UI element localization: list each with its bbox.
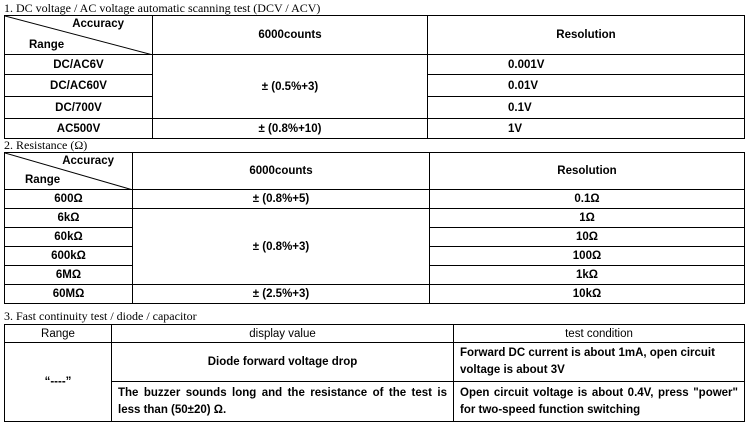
resolution-cell: 100Ω (430, 247, 745, 266)
range-value-cell: “----” (5, 343, 112, 422)
accuracy-cell: ± (2.5%+3) (133, 285, 430, 304)
resolution-cell: 0.001V (428, 55, 745, 75)
range-cell: DC/AC60V (5, 75, 153, 97)
resolution-cell: 1V (428, 119, 745, 139)
test-condition-cell: Forward DC current is about 1mA, open circuit voltage is about 3V (454, 343, 745, 382)
accuracy-cell: ± (0.8%+5) (133, 190, 430, 209)
table-row (5, 209, 745, 228)
display-value-cell: The buzzer sounds long and the resistance of the test is less than (50±20) Ω. (112, 382, 454, 422)
accuracy-header: Accuracy (72, 18, 124, 30)
range-header: Range (5, 325, 112, 343)
resolution-cell: 0.01V (428, 75, 745, 97)
resolution-header: Resolution (428, 16, 745, 55)
resolution-cell: 1kΩ (430, 266, 745, 285)
range-cell: DC/AC6V (5, 55, 153, 75)
resistance-table (4, 152, 745, 304)
range-accuracy-header (5, 153, 133, 190)
range-cell: DC/700V (5, 97, 153, 119)
range-cell: 60MΩ (5, 285, 133, 304)
resolution-cell: 10Ω (430, 228, 745, 247)
accuracy-cell: ± (0.5%+3) (153, 55, 428, 119)
table-row (5, 190, 745, 209)
counts-header: 6000counts (133, 153, 430, 190)
table-row (5, 382, 745, 422)
display-value-cell: Diode forward voltage drop (112, 343, 454, 382)
range-cell: 600kΩ (5, 247, 133, 266)
table-row (5, 119, 745, 139)
resolution-cell: 0.1V (428, 97, 745, 119)
dc-ac-voltage-table (4, 15, 745, 139)
table-row (5, 55, 745, 75)
section2-title: 2. Resistance (Ω) (4, 138, 88, 152)
section3-title: 3. Fast continuity test / diode / capacitor (4, 309, 197, 323)
section1-title: 1. DC voltage / AC voltage automatic scanning test (DCV / ACV) (4, 1, 321, 15)
resolution-cell: 0.1Ω (430, 190, 745, 209)
table-row (5, 285, 745, 304)
range-header: Range (25, 174, 61, 186)
accuracy-cell: ± (0.8%+10) (153, 119, 428, 139)
range-cell: AC500V (5, 119, 153, 139)
range-cell: 600Ω (5, 190, 133, 209)
display-value-header: display value (112, 325, 454, 343)
range-header: Range (29, 39, 65, 51)
range-accuracy-header (5, 16, 153, 55)
accuracy-cell: ± (0.8%+3) (133, 209, 430, 285)
resolution-header: Resolution (430, 153, 745, 190)
accuracy-header: Accuracy (62, 155, 114, 167)
counts-header: 6000counts (153, 16, 428, 55)
test-condition-cell: Open circuit voltage is about 0.4V, press "power" for two-speed function switching (454, 382, 745, 422)
table-row (5, 343, 745, 382)
resolution-cell: 10kΩ (430, 285, 745, 304)
continuity-diode-table (4, 324, 745, 422)
resolution-cell: 1Ω (430, 209, 745, 228)
test-condition-header: test condition (454, 325, 745, 343)
range-cell: 6kΩ (5, 209, 133, 228)
range-cell: 60kΩ (5, 228, 133, 247)
range-cell: 6MΩ (5, 266, 133, 285)
